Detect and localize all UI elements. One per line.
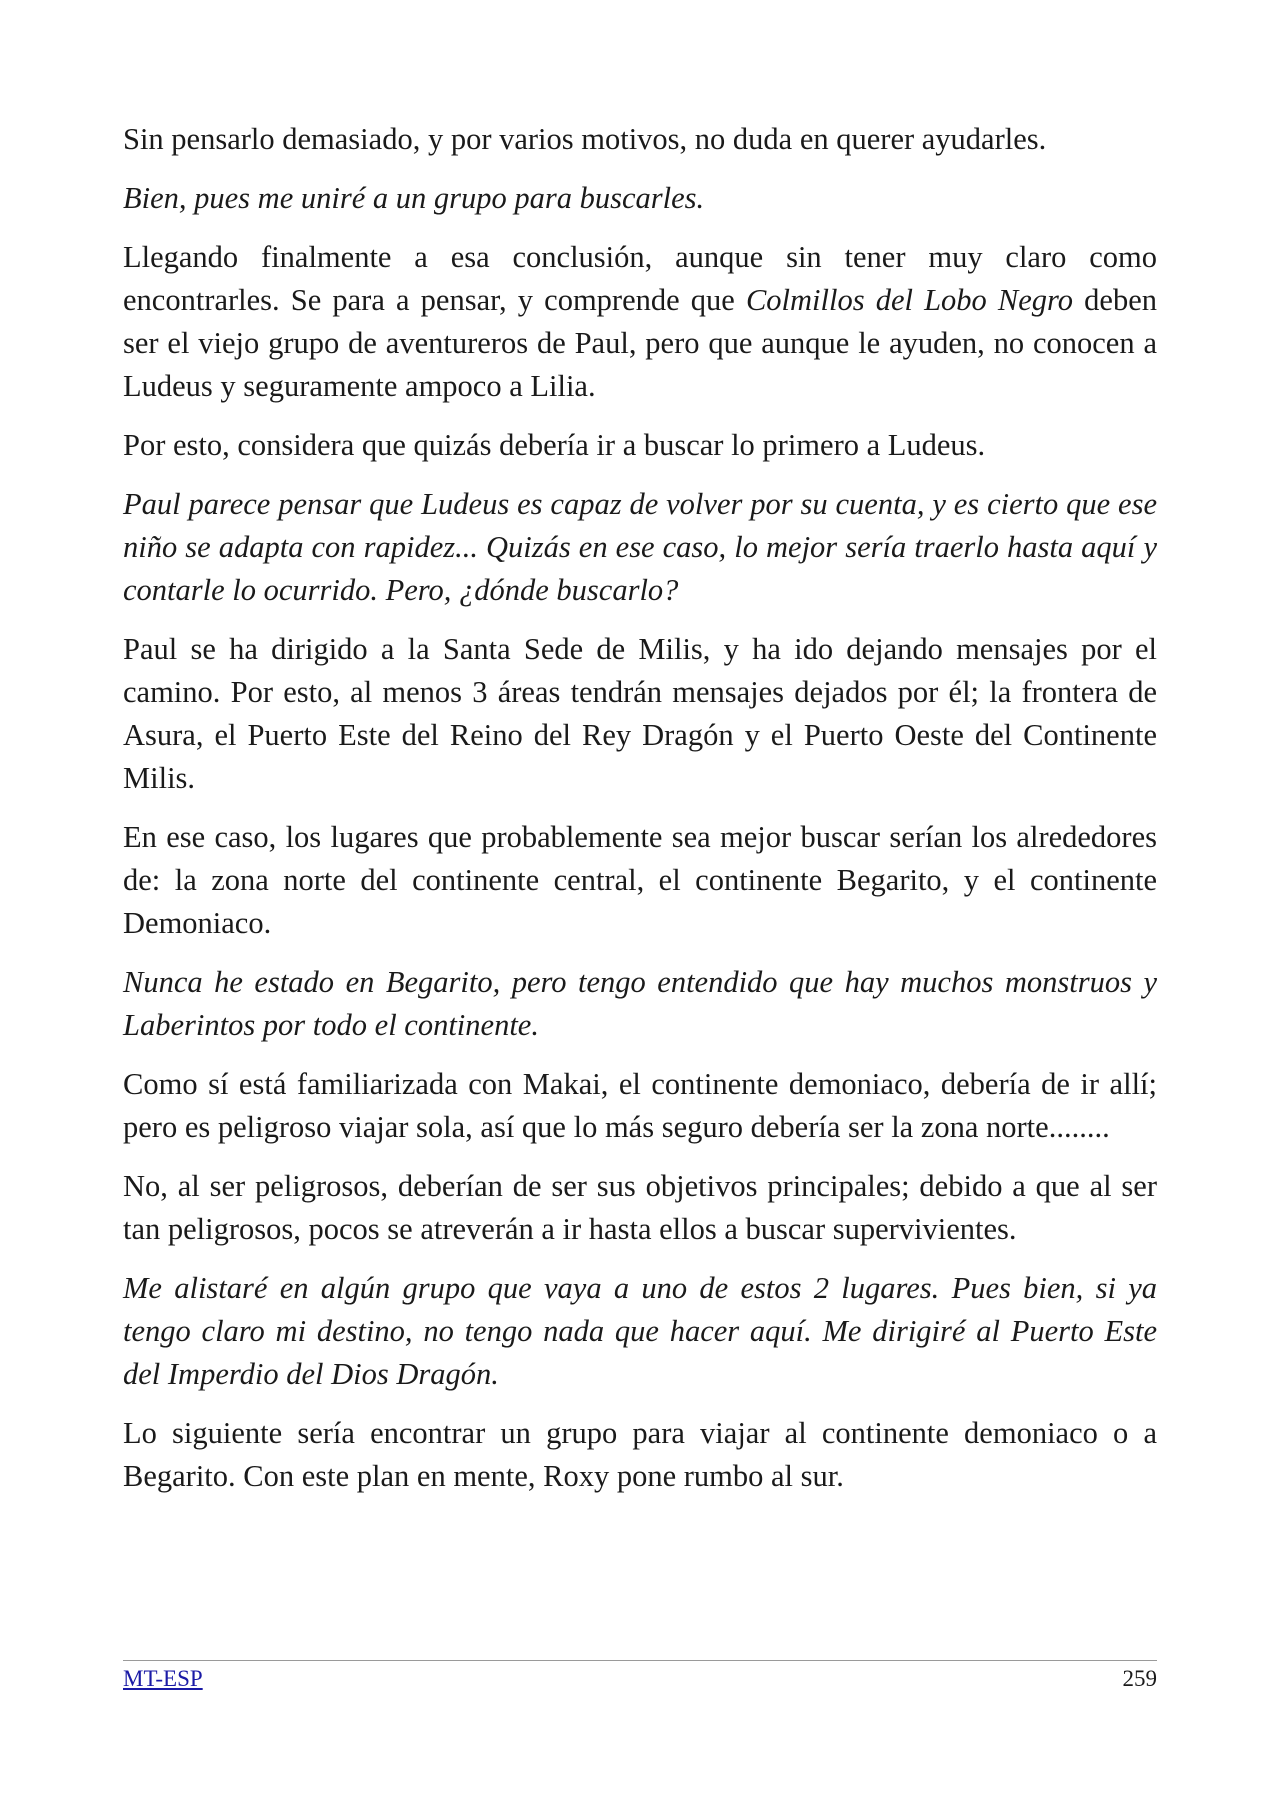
paragraph-9: Como sí está familiarizada con Makai, el continente demoniaco, debería de ir allí; pero es peligroso viajar sola, así que lo más seguro debería ser la zona norte........ [123, 1067, 1157, 1144]
page-footer [123, 1664, 1157, 1694]
paragraph-3-text-before: Llegando finalmente a esa conclusión, aunque sin tener muy claro como encontrarles. Se para a pensar, y comprende que [123, 240, 1157, 317]
page-body [123, 118, 1157, 1514]
paragraph-6: Paul se ha dirigido a la Santa Sede de Milis, y ha ido dejando mensajes por el camino. Por esto, al menos 3 áreas tendrán mensajes dejados por él; la frontera de Asura, el Puerto Este del Reino del Rey Dragón y el Puerto Oeste del Continente Milis. [123, 632, 1157, 795]
page-number: 259 [1122, 1666, 1157, 1691]
footer-divider [123, 1660, 1157, 1661]
paragraph-1: Sin pensarlo demasiado, y por varios motivos, no duda en querer ayudarles. [123, 122, 1047, 156]
paragraph-5-thought: Paul parece pensar que Ludeus es capaz de volver por su cuenta, y es cierto que ese niño se adapta con rapidez... Quizás en ese caso, lo mejor sería traerlo hasta aquí y contarle lo ocurrido. Pero, ¿dónde buscarlo? [123, 487, 1157, 607]
paragraph-2-thought: Bien, pues me uniré a un grupo para buscarles. [123, 181, 705, 215]
paragraph-11-thought: Me alistaré en algún grupo que vaya a uno de estos 2 lugares. Pues bien, si ya tengo claro mi destino, no tengo nada que hacer aquí. Me dirigiré al Puerto Este del Imperdio del Dios Dragón. [123, 1271, 1157, 1391]
paragraph-7: En ese caso, los lugares que probablemente sea mejor buscar serían los alrededores de: la zona norte del continente central, el continente Begarito, y el continente Demoniaco. [123, 820, 1157, 940]
paragraph-3-text-after: deben ser el viejo grupo de aventureros de Paul, pero que aunque le ayuden, no conocen a Ludeus y seguramente ampoco a Lilia. [123, 283, 1157, 403]
footer-link[interactable]: MT-ESP [123, 1666, 203, 1691]
paragraph-3-emphasis: Colmillos del Lobo Negro [745, 283, 1074, 317]
paragraph-4: Por esto, considera que quizás debería ir a buscar lo primero a Ludeus. [123, 428, 986, 462]
paragraph-10: No, al ser peligrosos, deberían de ser sus objetivos principales; debido a que al ser tan peligrosos, pocos se atreverán a ir hasta ellos a buscar supervivientes. [123, 1169, 1157, 1246]
paragraph-3 [123, 236, 1157, 408]
paragraph-12: Lo siguiente sería encontrar un grupo para viajar al continente demoniaco o a Begarito. Con este plan en mente, Roxy pone rumbo al sur. [123, 1416, 1157, 1493]
paragraph-8-thought: Nunca he estado en Begarito, pero tengo entendido que hay muchos monstruos y Laberintos por todo el continente. [123, 965, 1157, 1042]
